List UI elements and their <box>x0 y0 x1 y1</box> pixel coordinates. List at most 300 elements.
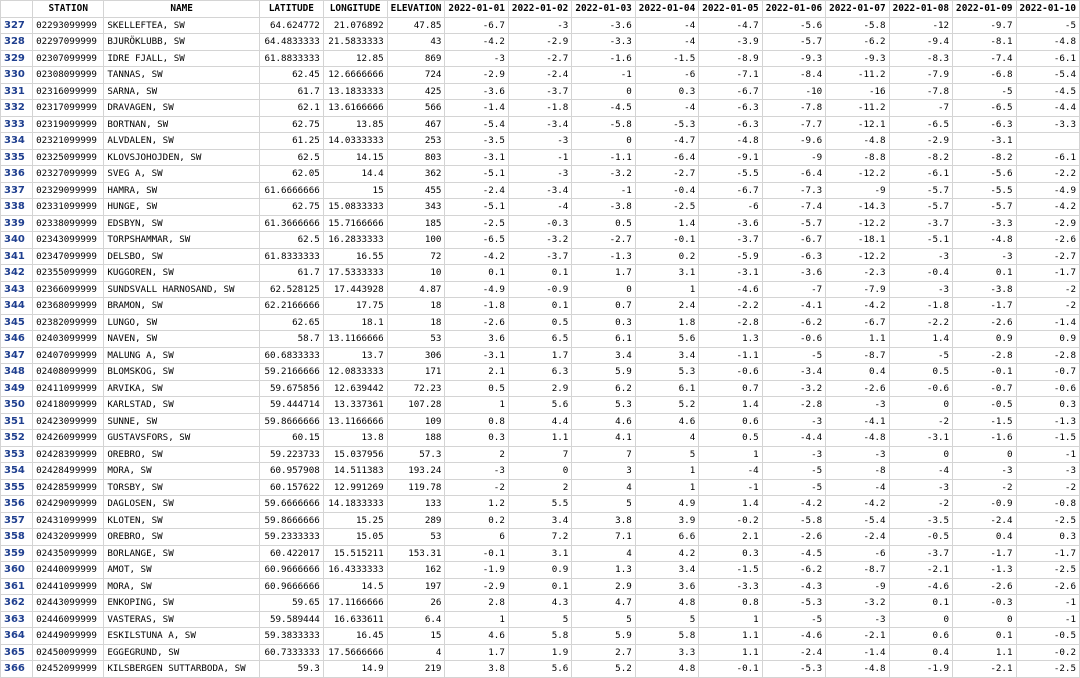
table-cell[interactable]: 62.75 <box>259 116 323 133</box>
table-cell[interactable]: -1.7 <box>953 545 1016 562</box>
table-cell[interactable]: 0.3 <box>1016 529 1080 546</box>
row-number[interactable]: 337 <box>1 182 33 199</box>
table-cell[interactable]: 13.1166666 <box>323 413 387 430</box>
table-cell[interactable]: 0.6 <box>889 628 952 645</box>
table-cell[interactable]: 02411099999 <box>33 380 104 397</box>
table-cell[interactable]: 5.3 <box>572 397 635 414</box>
row-number[interactable]: 331 <box>1 83 33 100</box>
table-cell[interactable]: 13.7 <box>323 347 387 364</box>
table-cell[interactable]: -8.3 <box>889 50 952 67</box>
table-cell[interactable]: -5.4 <box>445 116 508 133</box>
row-number[interactable]: 356 <box>1 496 33 513</box>
table-cell[interactable]: -3.1 <box>445 149 508 166</box>
table-cell[interactable]: -5.3 <box>762 661 825 678</box>
table-cell[interactable]: 0.5 <box>889 364 952 381</box>
column-header[interactable]: 2022-01-06 <box>762 1 825 18</box>
table-cell[interactable]: 02297099999 <box>33 34 104 51</box>
table-cell[interactable]: -7.1 <box>699 67 762 84</box>
table-cell[interactable]: -2.1 <box>889 562 952 579</box>
table-cell[interactable]: 53 <box>387 529 445 546</box>
table-cell[interactable]: -3 <box>826 611 889 628</box>
column-header[interactable]: 2022-01-01 <box>445 1 508 18</box>
table-cell[interactable]: -9.7 <box>953 17 1016 34</box>
table-cell[interactable]: KLOTEN, SW <box>104 512 260 529</box>
table-cell[interactable]: -9.3 <box>826 50 889 67</box>
table-cell[interactable]: 59.223733 <box>259 446 323 463</box>
table-cell[interactable]: -4.7 <box>699 17 762 34</box>
table-cell[interactable]: -2 <box>445 479 508 496</box>
row-number[interactable]: 348 <box>1 364 33 381</box>
table-cell[interactable]: 4.3 <box>508 595 571 612</box>
table-cell[interactable]: -3.8 <box>572 199 635 216</box>
table-cell[interactable]: 0.9 <box>1016 331 1080 348</box>
table-cell[interactable]: 6 <box>445 529 508 546</box>
table-cell[interactable]: 0.8 <box>699 595 762 612</box>
table-cell[interactable]: 64.4833333 <box>259 34 323 51</box>
table-cell[interactable]: -0.6 <box>699 364 762 381</box>
table-cell[interactable]: 02431099999 <box>33 512 104 529</box>
column-header[interactable]: 2022-01-09 <box>953 1 1016 18</box>
table-cell[interactable]: 0 <box>572 133 635 150</box>
table-cell[interactable]: 12.6666666 <box>323 67 387 84</box>
table-cell[interactable]: -2.5 <box>1016 512 1080 529</box>
table-cell[interactable]: 15.05 <box>323 529 387 546</box>
table-cell[interactable]: 60.6833333 <box>259 347 323 364</box>
table-cell[interactable]: 61.8333333 <box>259 248 323 265</box>
row-number[interactable]: 357 <box>1 512 33 529</box>
table-cell[interactable]: 26 <box>387 595 445 612</box>
table-cell[interactable]: 0.2 <box>445 512 508 529</box>
table-cell[interactable]: 62.528125 <box>259 281 323 298</box>
table-cell[interactable]: -10 <box>762 83 825 100</box>
table-cell[interactable]: -4.8 <box>826 430 889 447</box>
table-cell[interactable]: TORSBY, SW <box>104 479 260 496</box>
table-cell[interactable]: 0.3 <box>445 430 508 447</box>
table-cell[interactable]: 803 <box>387 149 445 166</box>
table-cell[interactable]: -3.3 <box>572 34 635 51</box>
table-cell[interactable]: DELSBO, SW <box>104 248 260 265</box>
table-cell[interactable]: 2 <box>445 446 508 463</box>
table-cell[interactable]: 15.7166666 <box>323 215 387 232</box>
table-cell[interactable]: KUGGOREN, SW <box>104 265 260 282</box>
table-cell[interactable]: -5.3 <box>762 595 825 612</box>
table-cell[interactable]: 02407099999 <box>33 347 104 364</box>
table-cell[interactable]: -3.7 <box>699 232 762 249</box>
table-cell[interactable]: 3.1 <box>635 265 698 282</box>
table-cell[interactable]: 15.037956 <box>323 446 387 463</box>
table-cell[interactable]: 15 <box>323 182 387 199</box>
table-cell[interactable]: -3.2 <box>572 166 635 183</box>
table-cell[interactable]: 0.7 <box>699 380 762 397</box>
table-cell[interactable]: 5.3 <box>635 364 698 381</box>
table-cell[interactable]: 59.2333333 <box>259 529 323 546</box>
table-cell[interactable]: -6.4 <box>762 166 825 183</box>
table-cell[interactable]: 12.639442 <box>323 380 387 397</box>
table-cell[interactable]: 4.7 <box>572 595 635 612</box>
table-cell[interactable]: 0.4 <box>953 529 1016 546</box>
table-cell[interactable]: 02368099999 <box>33 298 104 315</box>
table-cell[interactable]: ALVDALEN, SW <box>104 133 260 150</box>
table-cell[interactable]: -4 <box>635 17 698 34</box>
table-cell[interactable]: 02347099999 <box>33 248 104 265</box>
table-cell[interactable]: 15.25 <box>323 512 387 529</box>
row-number[interactable]: 363 <box>1 611 33 628</box>
table-cell[interactable]: -0.4 <box>889 265 952 282</box>
table-cell[interactable]: 13.1833333 <box>323 83 387 100</box>
table-cell[interactable]: -4.2 <box>445 248 508 265</box>
table-cell[interactable]: 53 <box>387 331 445 348</box>
table-cell[interactable]: 13.337361 <box>323 397 387 414</box>
table-cell[interactable]: ESKILSTUNA A, SW <box>104 628 260 645</box>
table-cell[interactable]: MORA, SW <box>104 463 260 480</box>
table-cell[interactable]: -12.2 <box>826 166 889 183</box>
table-cell[interactable]: -2.4 <box>953 512 1016 529</box>
table-cell[interactable]: -3.5 <box>889 512 952 529</box>
table-cell[interactable]: -9.4 <box>889 34 952 51</box>
table-cell[interactable]: 4.9 <box>635 496 698 513</box>
table-cell[interactable]: -1 <box>1016 611 1080 628</box>
table-cell[interactable]: -0.5 <box>953 397 1016 414</box>
table-cell[interactable]: 0.1 <box>508 265 571 282</box>
table-cell[interactable]: 467 <box>387 116 445 133</box>
table-cell[interactable]: -3 <box>762 413 825 430</box>
table-cell[interactable]: -5 <box>1016 17 1080 34</box>
table-cell[interactable]: -2 <box>1016 298 1080 315</box>
table-cell[interactable]: GUSTAVSFORS, SW <box>104 430 260 447</box>
table-cell[interactable]: 7 <box>572 446 635 463</box>
table-cell[interactable]: 60.15 <box>259 430 323 447</box>
row-number[interactable]: 362 <box>1 595 33 612</box>
table-cell[interactable]: 5.2 <box>635 397 698 414</box>
table-cell[interactable]: -1.4 <box>1016 314 1080 331</box>
table-cell[interactable]: -3.3 <box>953 215 1016 232</box>
table-cell[interactable]: 02428499999 <box>33 463 104 480</box>
table-cell[interactable]: -0.2 <box>699 512 762 529</box>
table-cell[interactable]: MALUNG A, SW <box>104 347 260 364</box>
table-cell[interactable]: ARVIKA, SW <box>104 380 260 397</box>
column-header[interactable]: 2022-01-02 <box>508 1 571 18</box>
table-cell[interactable]: 2.9 <box>508 380 571 397</box>
table-cell[interactable]: -18.1 <box>826 232 889 249</box>
table-cell[interactable]: -5.4 <box>1016 67 1080 84</box>
table-cell[interactable]: 16.4333333 <box>323 562 387 579</box>
table-cell[interactable]: 0.5 <box>572 215 635 232</box>
table-cell[interactable]: 4 <box>572 545 635 562</box>
table-cell[interactable]: 188 <box>387 430 445 447</box>
row-number[interactable]: 355 <box>1 479 33 496</box>
table-cell[interactable]: 02443099999 <box>33 595 104 612</box>
table-cell[interactable]: 13.6166666 <box>323 100 387 117</box>
table-cell[interactable]: -5.6 <box>953 166 1016 183</box>
row-number[interactable]: 351 <box>1 413 33 430</box>
table-cell[interactable]: 0.3 <box>1016 397 1080 414</box>
table-cell[interactable]: 109 <box>387 413 445 430</box>
table-cell[interactable]: -3.1 <box>699 265 762 282</box>
table-cell[interactable]: 14.9 <box>323 661 387 678</box>
table-cell[interactable]: 14.4 <box>323 166 387 183</box>
table-cell[interactable]: 7 <box>508 446 571 463</box>
table-cell[interactable]: -4 <box>635 34 698 51</box>
table-cell[interactable]: 10 <box>387 265 445 282</box>
table-cell[interactable]: 15.0833333 <box>323 199 387 216</box>
table-cell[interactable]: -5.8 <box>762 512 825 529</box>
table-cell[interactable]: 21.5833333 <box>323 34 387 51</box>
table-cell[interactable]: 16.2833333 <box>323 232 387 249</box>
table-cell[interactable]: -6.1 <box>889 166 952 183</box>
table-cell[interactable]: -1.4 <box>445 100 508 117</box>
table-cell[interactable]: 5 <box>572 611 635 628</box>
table-cell[interactable]: 02408099999 <box>33 364 104 381</box>
row-number[interactable]: 345 <box>1 314 33 331</box>
table-cell[interactable]: 02308099999 <box>33 67 104 84</box>
table-cell[interactable]: 61.7 <box>259 265 323 282</box>
table-cell[interactable]: -2.8 <box>1016 347 1080 364</box>
table-cell[interactable]: SARNA, SW <box>104 83 260 100</box>
table-cell[interactable]: -1 <box>572 182 635 199</box>
table-cell[interactable]: -2.6 <box>953 578 1016 595</box>
table-cell[interactable]: -7 <box>762 281 825 298</box>
table-cell[interactable]: -3 <box>889 281 952 298</box>
table-cell[interactable]: 18 <box>387 298 445 315</box>
table-cell[interactable]: -0.4 <box>635 182 698 199</box>
table-cell[interactable]: 02428599999 <box>33 479 104 496</box>
table-cell[interactable]: -12.1 <box>826 116 889 133</box>
table-cell[interactable]: ENKOPING, SW <box>104 595 260 612</box>
table-cell[interactable]: 2 <box>508 479 571 496</box>
table-cell[interactable]: -7.4 <box>953 50 1016 67</box>
table-cell[interactable]: 1.1 <box>508 430 571 447</box>
table-cell[interactable]: -5.1 <box>889 232 952 249</box>
table-cell[interactable]: 5 <box>572 496 635 513</box>
table-cell[interactable]: 47.85 <box>387 17 445 34</box>
row-number[interactable]: 336 <box>1 166 33 183</box>
table-cell[interactable]: -2.5 <box>1016 661 1080 678</box>
column-header[interactable]: 2022-01-10 <box>1016 1 1080 18</box>
table-cell[interactable]: SVEG A, SW <box>104 166 260 183</box>
table-cell[interactable]: -12.2 <box>826 215 889 232</box>
table-cell[interactable]: 1.2 <box>445 496 508 513</box>
table-cell[interactable]: -6.7 <box>699 83 762 100</box>
table-cell[interactable]: 0.5 <box>699 430 762 447</box>
table-cell[interactable]: 6.6 <box>635 529 698 546</box>
table-cell[interactable]: -5.4 <box>826 512 889 529</box>
table-cell[interactable]: -4.3 <box>762 578 825 595</box>
table-cell[interactable]: -12 <box>889 17 952 34</box>
table-cell[interactable]: 0.1 <box>445 265 508 282</box>
table-cell[interactable]: 16.55 <box>323 248 387 265</box>
table-cell[interactable]: 0.5 <box>508 314 571 331</box>
table-cell[interactable]: 59.675856 <box>259 380 323 397</box>
table-cell[interactable]: -2.4 <box>445 182 508 199</box>
table-cell[interactable]: -5 <box>762 347 825 364</box>
table-cell[interactable]: -1.8 <box>889 298 952 315</box>
table-cell[interactable]: 5.6 <box>635 331 698 348</box>
table-cell[interactable]: -7.8 <box>762 100 825 117</box>
table-cell[interactable]: -8.7 <box>826 562 889 579</box>
table-cell[interactable]: 61.7 <box>259 83 323 100</box>
table-cell[interactable]: -8 <box>826 463 889 480</box>
table-cell[interactable]: -5 <box>953 83 1016 100</box>
table-cell[interactable]: DRAVAGEN, SW <box>104 100 260 117</box>
table-cell[interactable]: -6.7 <box>762 232 825 249</box>
table-cell[interactable]: 60.422017 <box>259 545 323 562</box>
table-cell[interactable]: 3.4 <box>635 562 698 579</box>
column-header[interactable]: NAME <box>104 1 260 18</box>
table-cell[interactable]: 2.9 <box>572 578 635 595</box>
table-cell[interactable]: 1 <box>635 463 698 480</box>
table-cell[interactable]: 13.1166666 <box>323 331 387 348</box>
table-cell[interactable]: -2.7 <box>1016 248 1080 265</box>
table-cell[interactable]: -4.4 <box>762 430 825 447</box>
table-cell[interactable]: 0.1 <box>953 265 1016 282</box>
table-cell[interactable]: -4 <box>635 100 698 117</box>
table-cell[interactable]: 59.3 <box>259 661 323 678</box>
table-cell[interactable]: -0.8 <box>1016 496 1080 513</box>
column-header[interactable]: 2022-01-05 <box>699 1 762 18</box>
table-cell[interactable]: 3.1 <box>508 545 571 562</box>
table-cell[interactable]: SUNDSVALL HARNOSAND, SW <box>104 281 260 298</box>
table-cell[interactable]: -6 <box>826 545 889 562</box>
table-cell[interactable]: -0.3 <box>953 595 1016 612</box>
table-cell[interactable]: -1 <box>1016 446 1080 463</box>
table-cell[interactable]: 5.8 <box>635 628 698 645</box>
table-cell[interactable]: BORTNAN, SW <box>104 116 260 133</box>
table-cell[interactable]: -0.5 <box>889 529 952 546</box>
table-cell[interactable]: -1.6 <box>572 50 635 67</box>
table-cell[interactable]: 62.75 <box>259 199 323 216</box>
column-header[interactable]: 2022-01-04 <box>635 1 698 18</box>
table-cell[interactable]: -4 <box>699 463 762 480</box>
table-cell[interactable]: 02307099999 <box>33 50 104 67</box>
table-cell[interactable]: -0.3 <box>508 215 571 232</box>
table-cell[interactable]: -3 <box>953 463 1016 480</box>
table-cell[interactable] <box>1016 133 1080 150</box>
table-cell[interactable]: 64.624772 <box>259 17 323 34</box>
table-cell[interactable]: 5 <box>508 611 571 628</box>
table-cell[interactable]: -1.9 <box>445 562 508 579</box>
table-cell[interactable]: 3.9 <box>635 512 698 529</box>
table-cell[interactable]: -7.8 <box>889 83 952 100</box>
table-cell[interactable]: HAMRA, SW <box>104 182 260 199</box>
table-cell[interactable]: 02316099999 <box>33 83 104 100</box>
table-cell[interactable]: -5.8 <box>572 116 635 133</box>
table-cell[interactable]: 5.6 <box>508 661 571 678</box>
row-number[interactable]: 335 <box>1 149 33 166</box>
table-cell[interactable]: KILSBERGEN SUTTARBODA, SW <box>104 661 260 678</box>
table-cell[interactable]: 4.6 <box>445 628 508 645</box>
row-number[interactable]: 332 <box>1 100 33 117</box>
table-cell[interactable]: -0.7 <box>953 380 1016 397</box>
table-cell[interactable]: -9 <box>826 182 889 199</box>
table-cell[interactable]: -4.8 <box>953 232 1016 249</box>
table-cell[interactable]: -2.7 <box>635 166 698 183</box>
table-cell[interactable]: -2.7 <box>508 50 571 67</box>
row-number[interactable]: 354 <box>1 463 33 480</box>
table-cell[interactable]: 6.1 <box>572 331 635 348</box>
table-cell[interactable]: 6.2 <box>572 380 635 397</box>
table-cell[interactable]: -5.3 <box>635 116 698 133</box>
table-cell[interactable]: HUNGE, SW <box>104 199 260 216</box>
table-cell[interactable]: -3.6 <box>572 17 635 34</box>
table-cell[interactable]: 0.7 <box>572 298 635 315</box>
column-header[interactable]: STATION <box>33 1 104 18</box>
table-cell[interactable]: -5.6 <box>762 17 825 34</box>
table-cell[interactable]: -4.1 <box>762 298 825 315</box>
table-cell[interactable]: 0.9 <box>953 331 1016 348</box>
table-cell[interactable]: 02329099999 <box>33 182 104 199</box>
column-header[interactable]: 2022-01-03 <box>572 1 635 18</box>
table-cell[interactable]: -1.7 <box>953 298 1016 315</box>
table-cell[interactable]: -6.7 <box>699 182 762 199</box>
table-cell[interactable]: BRAMON, SW <box>104 298 260 315</box>
table-cell[interactable]: -1.4 <box>826 644 889 661</box>
table-cell[interactable]: 2.8 <box>445 595 508 612</box>
table-cell[interactable]: -3 <box>889 479 952 496</box>
table-cell[interactable]: 0 <box>572 83 635 100</box>
table-cell[interactable]: 455 <box>387 182 445 199</box>
table-cell[interactable]: -5.7 <box>953 199 1016 216</box>
table-cell[interactable]: 16.633611 <box>323 611 387 628</box>
row-number[interactable]: 341 <box>1 248 33 265</box>
table-cell[interactable]: -3.6 <box>445 83 508 100</box>
table-cell[interactable]: 5 <box>635 446 698 463</box>
table-cell[interactable]: -0.1 <box>953 364 1016 381</box>
table-cell[interactable]: -4.1 <box>826 413 889 430</box>
table-cell[interactable]: 18 <box>387 314 445 331</box>
table-cell[interactable]: -5.7 <box>889 199 952 216</box>
table-cell[interactable]: 13.85 <box>323 116 387 133</box>
table-cell[interactable]: 4.6 <box>635 413 698 430</box>
table-cell[interactable]: -2.6 <box>1016 578 1080 595</box>
table-cell[interactable]: -6 <box>699 199 762 216</box>
table-cell[interactable]: 0.1 <box>889 595 952 612</box>
table-cell[interactable]: -8.2 <box>953 149 1016 166</box>
table-cell[interactable]: 0 <box>953 611 1016 628</box>
table-cell[interactable]: -1 <box>1016 595 1080 612</box>
table-cell[interactable]: 0 <box>889 446 952 463</box>
table-cell[interactable]: -6.1 <box>1016 149 1080 166</box>
table-cell[interactable]: -3.4 <box>762 364 825 381</box>
table-cell[interactable]: IDRE FJALL, SW <box>104 50 260 67</box>
table-cell[interactable]: -3 <box>889 248 952 265</box>
table-cell[interactable]: 119.78 <box>387 479 445 496</box>
table-cell[interactable]: -1.8 <box>508 100 571 117</box>
table-cell[interactable]: 02355099999 <box>33 265 104 282</box>
table-cell[interactable]: 17.75 <box>323 298 387 315</box>
table-cell[interactable]: -2.7 <box>572 232 635 249</box>
table-cell[interactable]: 0.4 <box>826 364 889 381</box>
table-cell[interactable]: -4.8 <box>1016 34 1080 51</box>
table-cell[interactable]: 1.4 <box>889 331 952 348</box>
table-cell[interactable]: 0.1 <box>508 578 571 595</box>
table-cell[interactable]: 4.6 <box>572 413 635 430</box>
table-cell[interactable]: 1.3 <box>699 331 762 348</box>
row-number[interactable]: 334 <box>1 133 33 150</box>
table-cell[interactable]: 6.1 <box>635 380 698 397</box>
table-cell[interactable]: -1 <box>699 479 762 496</box>
table-cell[interactable]: KARLSTAD, SW <box>104 397 260 414</box>
table-cell[interactable]: 02428399999 <box>33 446 104 463</box>
table-cell[interactable]: 1 <box>699 611 762 628</box>
table-cell[interactable]: -1.7 <box>1016 265 1080 282</box>
table-cell[interactable]: -2 <box>953 479 1016 496</box>
column-header[interactable]: LATITUDE <box>259 1 323 18</box>
row-number[interactable]: 333 <box>1 116 33 133</box>
table-cell[interactable]: 1.1 <box>826 331 889 348</box>
table-cell[interactable]: 02426099999 <box>33 430 104 447</box>
table-cell[interactable]: -3.3 <box>1016 116 1080 133</box>
table-cell[interactable]: 100 <box>387 232 445 249</box>
